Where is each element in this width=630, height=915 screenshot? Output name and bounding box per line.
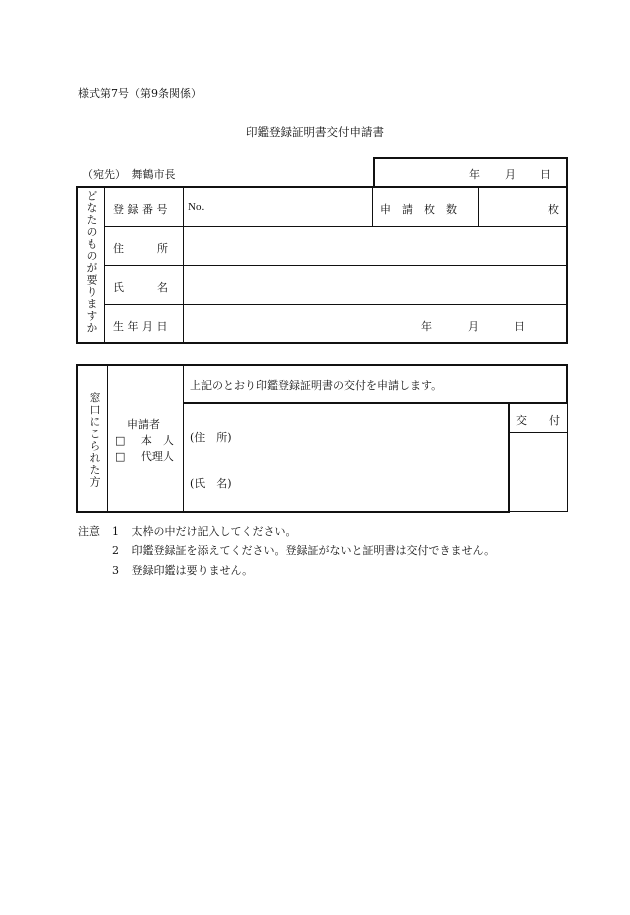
note-text: 太枠の中だけ記入してください。 <box>131 525 297 538</box>
date-month-label: 月 <box>505 168 516 181</box>
note-item <box>112 542 495 558</box>
option-self-label: 本 人 <box>140 434 174 447</box>
applicant-name-field[interactable] <box>250 464 500 494</box>
reg-number-label: 登 録 番 号 <box>113 203 168 216</box>
addressee: （宛先） 舞鶴市長 <box>82 168 176 181</box>
birth-label: 生 年 月 日 <box>113 320 168 333</box>
document-title: 印鑑登録証明書交付申請書 <box>246 125 384 139</box>
note-text: 印鑑登録証を添えてください。登録証がないと証明書は交付できません。 <box>131 544 496 557</box>
note-text: 登録印鑑は要りません。 <box>131 564 254 577</box>
date-day-label: 日 <box>540 168 551 181</box>
birth-field[interactable] <box>185 306 565 341</box>
note-number: 3 <box>112 564 119 577</box>
address-label: 住 所 <box>113 242 168 255</box>
checkbox-self[interactable]: □ <box>115 434 126 447</box>
option-self[interactable] <box>115 432 174 448</box>
applicant-address-label: (住 所) <box>190 431 232 444</box>
name-label: 氏 名 <box>113 281 168 294</box>
birth-month-label: 月 <box>468 320 479 333</box>
applicant-address-field[interactable] <box>250 418 500 448</box>
declaration-text: 上記のとおり印鑑登録証明書の交付を申請します。 <box>190 379 443 392</box>
note-item <box>112 523 297 539</box>
notes-heading: 注意 <box>78 525 100 538</box>
address-field[interactable] <box>185 228 565 264</box>
note-number: 2 <box>112 544 119 557</box>
checkbox-agent[interactable]: □ <box>115 450 126 463</box>
applicant-name-label: (氏 名) <box>190 477 232 490</box>
registrant-side-label: どなたのものが要りますか <box>85 190 98 334</box>
date-year-label: 年 <box>469 168 480 181</box>
birth-day-label: 日 <box>514 320 525 333</box>
form-number: 様式第7号（第9条関係） <box>78 87 202 100</box>
option-agent-label: 代理人 <box>140 450 174 463</box>
applicant-side-label: 窓口にこられた方 <box>88 392 101 488</box>
apply-count-field[interactable]: 枚 <box>548 203 559 216</box>
apply-count-label: 申 請 枚 数 <box>380 203 457 216</box>
note-item <box>112 562 253 578</box>
birth-year-label: 年 <box>421 320 432 333</box>
name-field[interactable] <box>185 267 565 303</box>
option-agent[interactable] <box>115 448 174 464</box>
note-number: 1 <box>112 525 119 538</box>
applicant-label: 申請者 <box>127 418 160 431</box>
issue-label: 交 付 <box>516 414 560 427</box>
reg-number-field[interactable]: No. <box>188 201 205 213</box>
